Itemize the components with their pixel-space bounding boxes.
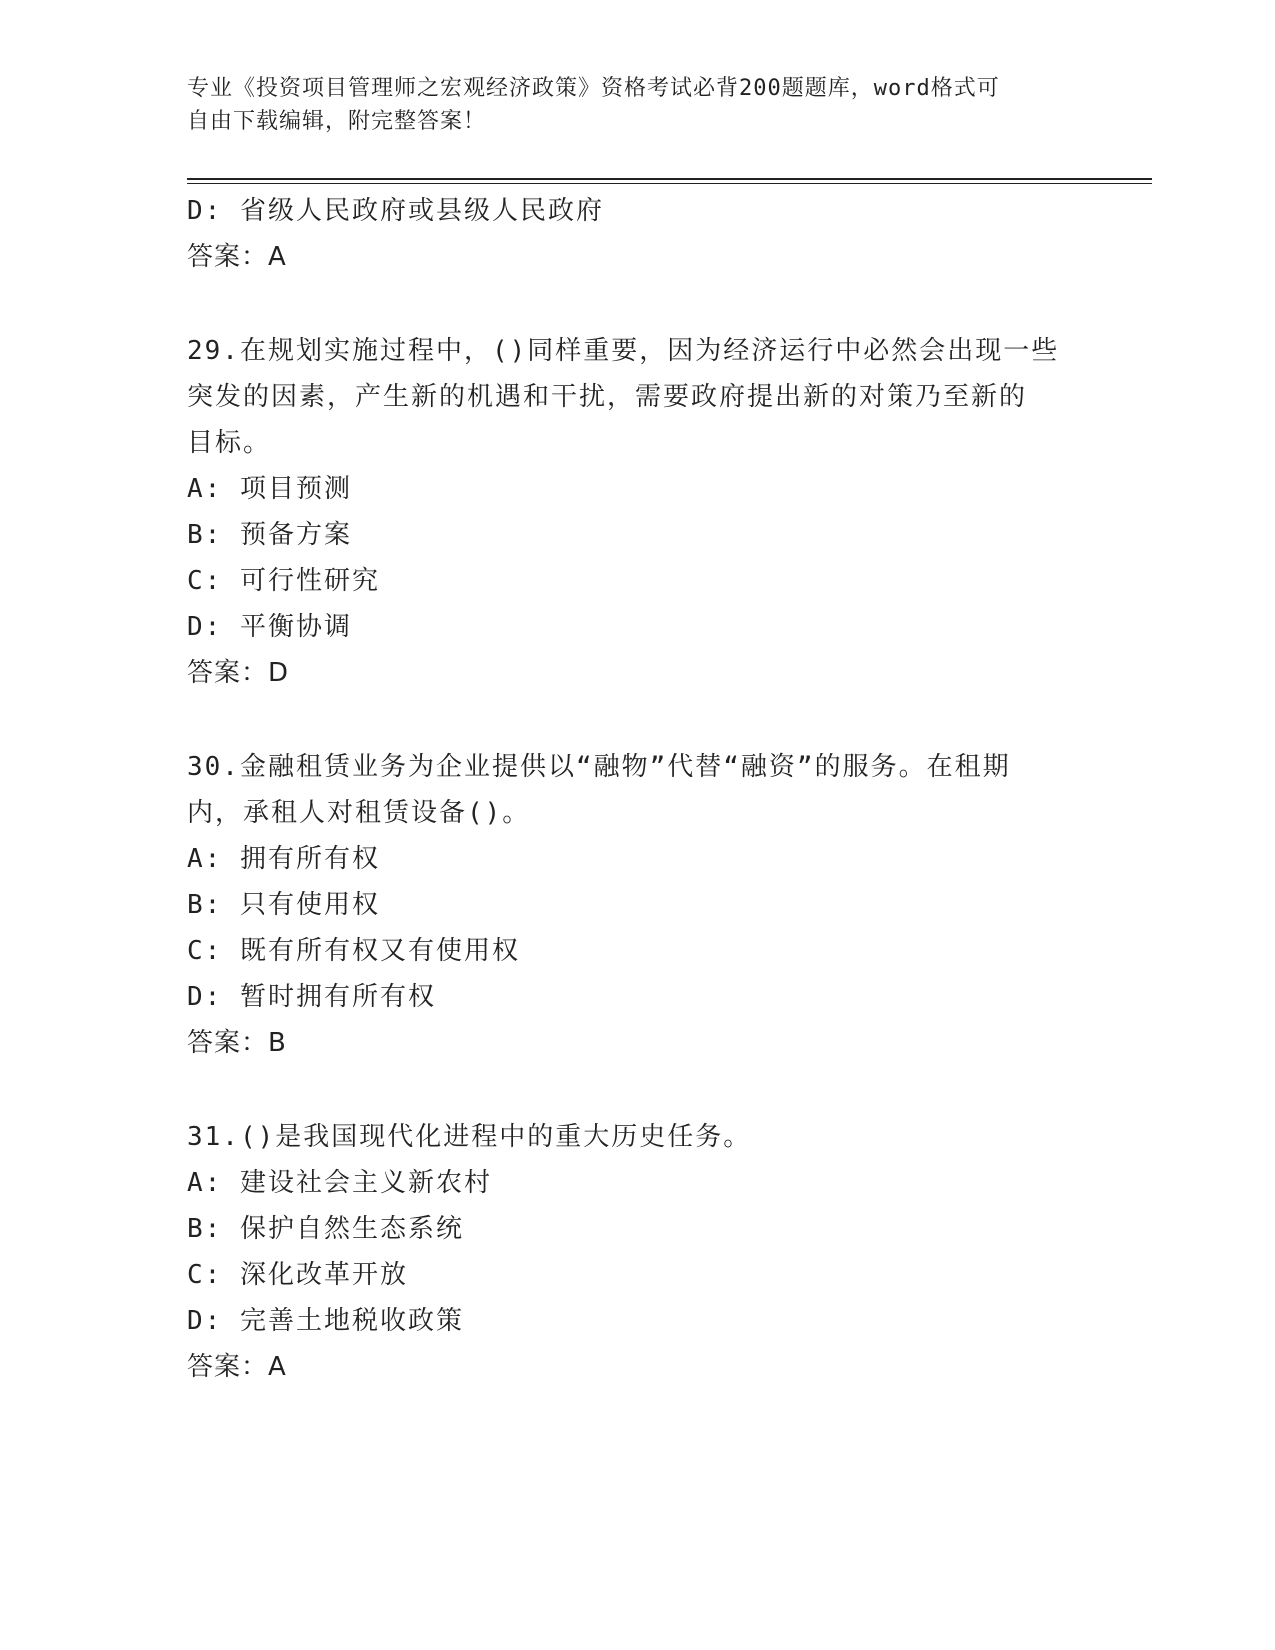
option-d: D: 暂时拥有所有权 [187,982,436,1012]
option-c: C: 既有所有权又有使用权 [187,936,520,966]
previous-option-d: D: 省级人民政府或县级人民政府 [187,196,604,226]
question-stem-line: 目标。 [187,428,272,458]
header-line-2: 自由下载编辑，附完整答案！ [187,109,487,134]
question-list [187,188,1087,1390]
question-stem-line: 内，承租人对租赁设备()。 [187,798,531,828]
answer: 答案：D [187,658,290,688]
option-a: A: 建设社会主义新农村 [187,1168,492,1198]
question-31 [187,1114,1087,1390]
document-header [187,72,1067,138]
question-stem-line: 29.在规划实施过程中，()同样重要，因为经济运行中必然会出现一些 [187,336,1060,366]
option-d: D: 完善土地税收政策 [187,1306,464,1336]
header-divider-thin [187,183,1152,184]
option-c: C: 可行性研究 [187,566,380,596]
question-stem-line: 30.金融租赁业务为企业提供以“融物”代替“融资”的服务。在租期 [187,752,1011,782]
header-divider-thick [187,178,1152,180]
answer: 答案：B [187,1028,287,1058]
option-b: B: 保护自然生态系统 [187,1214,464,1244]
option-c: C: 深化改革开放 [187,1260,408,1290]
question-stem-line: 突发的因素，产生新的机遇和干扰，需要政府提出新的对策乃至新的 [187,382,1028,412]
option-d: D: 平衡协调 [187,612,352,642]
option-a: A: 拥有所有权 [187,844,380,874]
question-30 [187,744,1087,1066]
question-stem-line: 31.()是我国现代化进程中的重大历史任务。 [187,1122,752,1152]
answer: 答案：A [187,1352,287,1382]
header-line-1: 专业《投资项目管理师之宏观经济政策》资格考试必背200题题库，word格式可 [187,76,1000,101]
option-b: B: 预备方案 [187,520,352,550]
option-a: A: 项目预测 [187,474,352,504]
option-b: B: 只有使用权 [187,890,380,920]
previous-answer: 答案：A [187,242,287,272]
question-29 [187,328,1087,696]
